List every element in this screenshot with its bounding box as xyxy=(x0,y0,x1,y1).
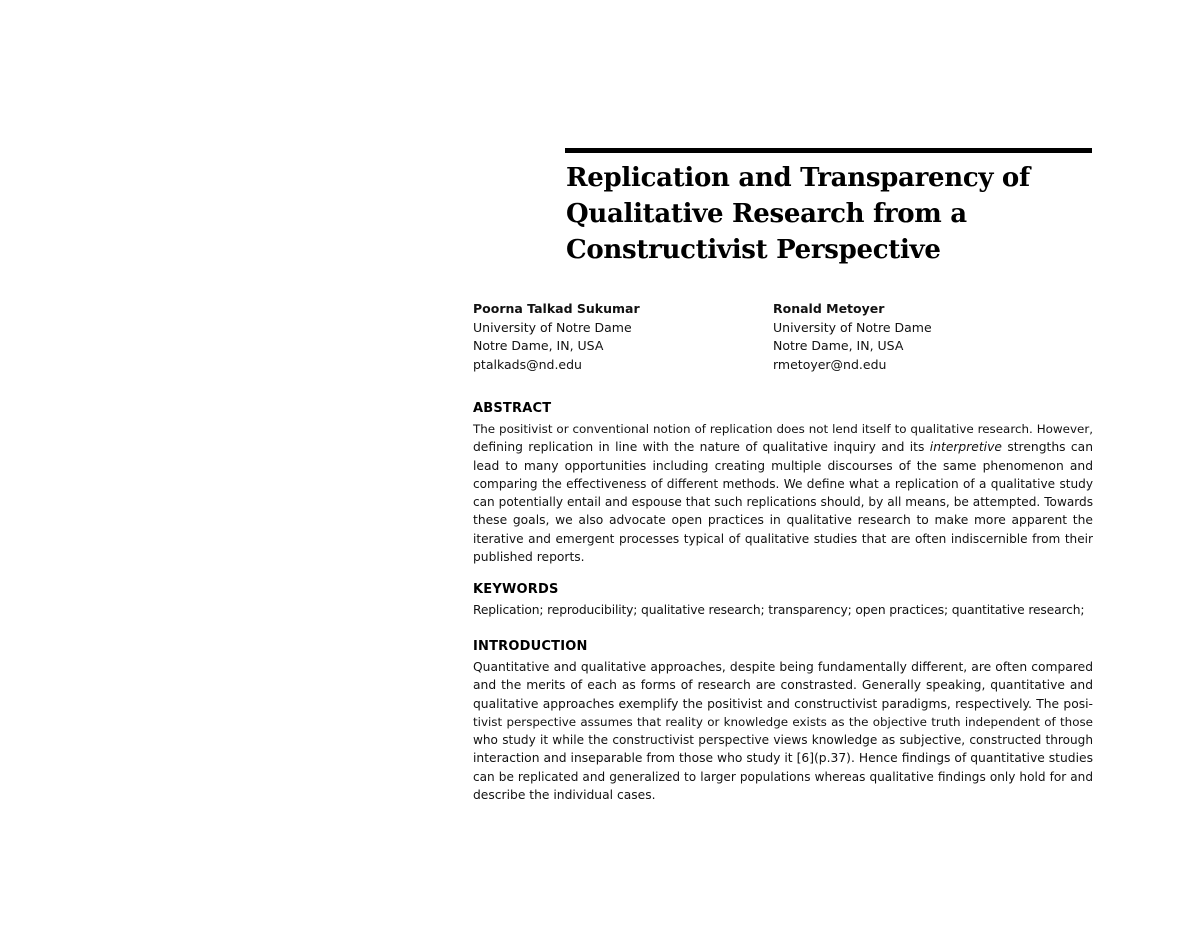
introduction-heading: INTRODUCTION xyxy=(473,639,588,654)
introduction-line: tivist perspective assumes that reality or knowledge exists as the objective truth independent of those xyxy=(473,714,1093,729)
abstract-line: published reports. xyxy=(473,550,585,565)
introduction-line: who study it while the constructivist perspective views knowledge as subjective, constructed through xyxy=(473,733,1093,748)
abstract-line: lead to many opportunities including creating multiple discourses of the same phenomenon and xyxy=(473,458,1093,473)
author-name: Ronald Metoyer xyxy=(773,301,885,316)
author-affiliation: University of Notre Dame xyxy=(473,319,632,335)
abstract-line: can potentially entail and espouse that such replications should, by all means, be attempted. Towards xyxy=(473,495,1093,510)
title-rule xyxy=(565,148,1092,153)
abstract-heading: ABSTRACT xyxy=(473,401,552,416)
abstract-line: these goals, we also advocate open practices in qualitative research to make more apparent the xyxy=(473,513,1093,528)
author-name: Poorna Talkad Sukumar xyxy=(473,301,640,316)
abstract-body xyxy=(473,420,1093,566)
keywords-section xyxy=(473,581,1093,619)
abstract-line-part: strengths can xyxy=(1007,440,1093,455)
abstract-section xyxy=(473,400,1093,566)
keywords-text: Replication; reproducibility; qualitative research; transparency; open practices; quantitative research; xyxy=(473,603,1085,617)
abstract-line xyxy=(473,438,1093,456)
introduction-line: and the merits of each as forms of research are constrasted. Generally speaking, quantitative and xyxy=(473,678,1093,693)
author-1 xyxy=(473,300,763,374)
author-location: Notre Dame, IN, USA xyxy=(473,338,604,353)
abstract-line: iterative and emergent processes typical of qualitative studies that are often indiscernible from their xyxy=(473,531,1093,546)
paper-title xyxy=(566,160,1086,268)
author-location: Notre Dame, IN, USA xyxy=(773,338,904,353)
introduction-line: can be replicated and generalized to larger populations whereas qualitative findings only hold for and xyxy=(473,769,1093,784)
abstract-line: The positivist or conventional notion of replication does not lend itself to qualitative research. However, xyxy=(473,422,1093,436)
introduction-section xyxy=(473,638,1093,804)
abstract-emphasis: interpretive xyxy=(929,440,1002,455)
author-email: rmetoyer@nd.edu xyxy=(773,356,887,372)
keywords-body xyxy=(473,601,1093,619)
keywords-heading: KEYWORDS xyxy=(473,582,559,597)
author-block xyxy=(473,300,1093,380)
abstract-line: comparing the effectiveness of different methods. We define what a replication of a qualitative study xyxy=(473,476,1093,491)
author-2 xyxy=(773,300,1063,374)
introduction-body xyxy=(473,658,1093,804)
title-line: Qualitative Research from a xyxy=(566,199,967,229)
introduction-line: Quantitative and qualitative approaches, despite being fundamentally different, are often compared xyxy=(473,660,1093,674)
introduction-line: interaction and inseparable from those who study it [6](p.37). Hence findings of quantitative studies xyxy=(473,751,1093,766)
introduction-line: describe the individual cases. xyxy=(473,788,656,803)
title-line: Constructivist Perspective xyxy=(566,235,941,265)
author-affiliation: University of Notre Dame xyxy=(773,319,932,335)
author-email: ptalkads@nd.edu xyxy=(473,356,582,372)
title-line: Replication and Transparency of xyxy=(566,163,1030,193)
abstract-line-part: defining replication in line with the nature of qualitative inquiry and its xyxy=(473,440,925,455)
introduction-line: qualitative approaches exemplify the positivist and constructivist paradigms, respectively. The posi- xyxy=(473,696,1093,711)
